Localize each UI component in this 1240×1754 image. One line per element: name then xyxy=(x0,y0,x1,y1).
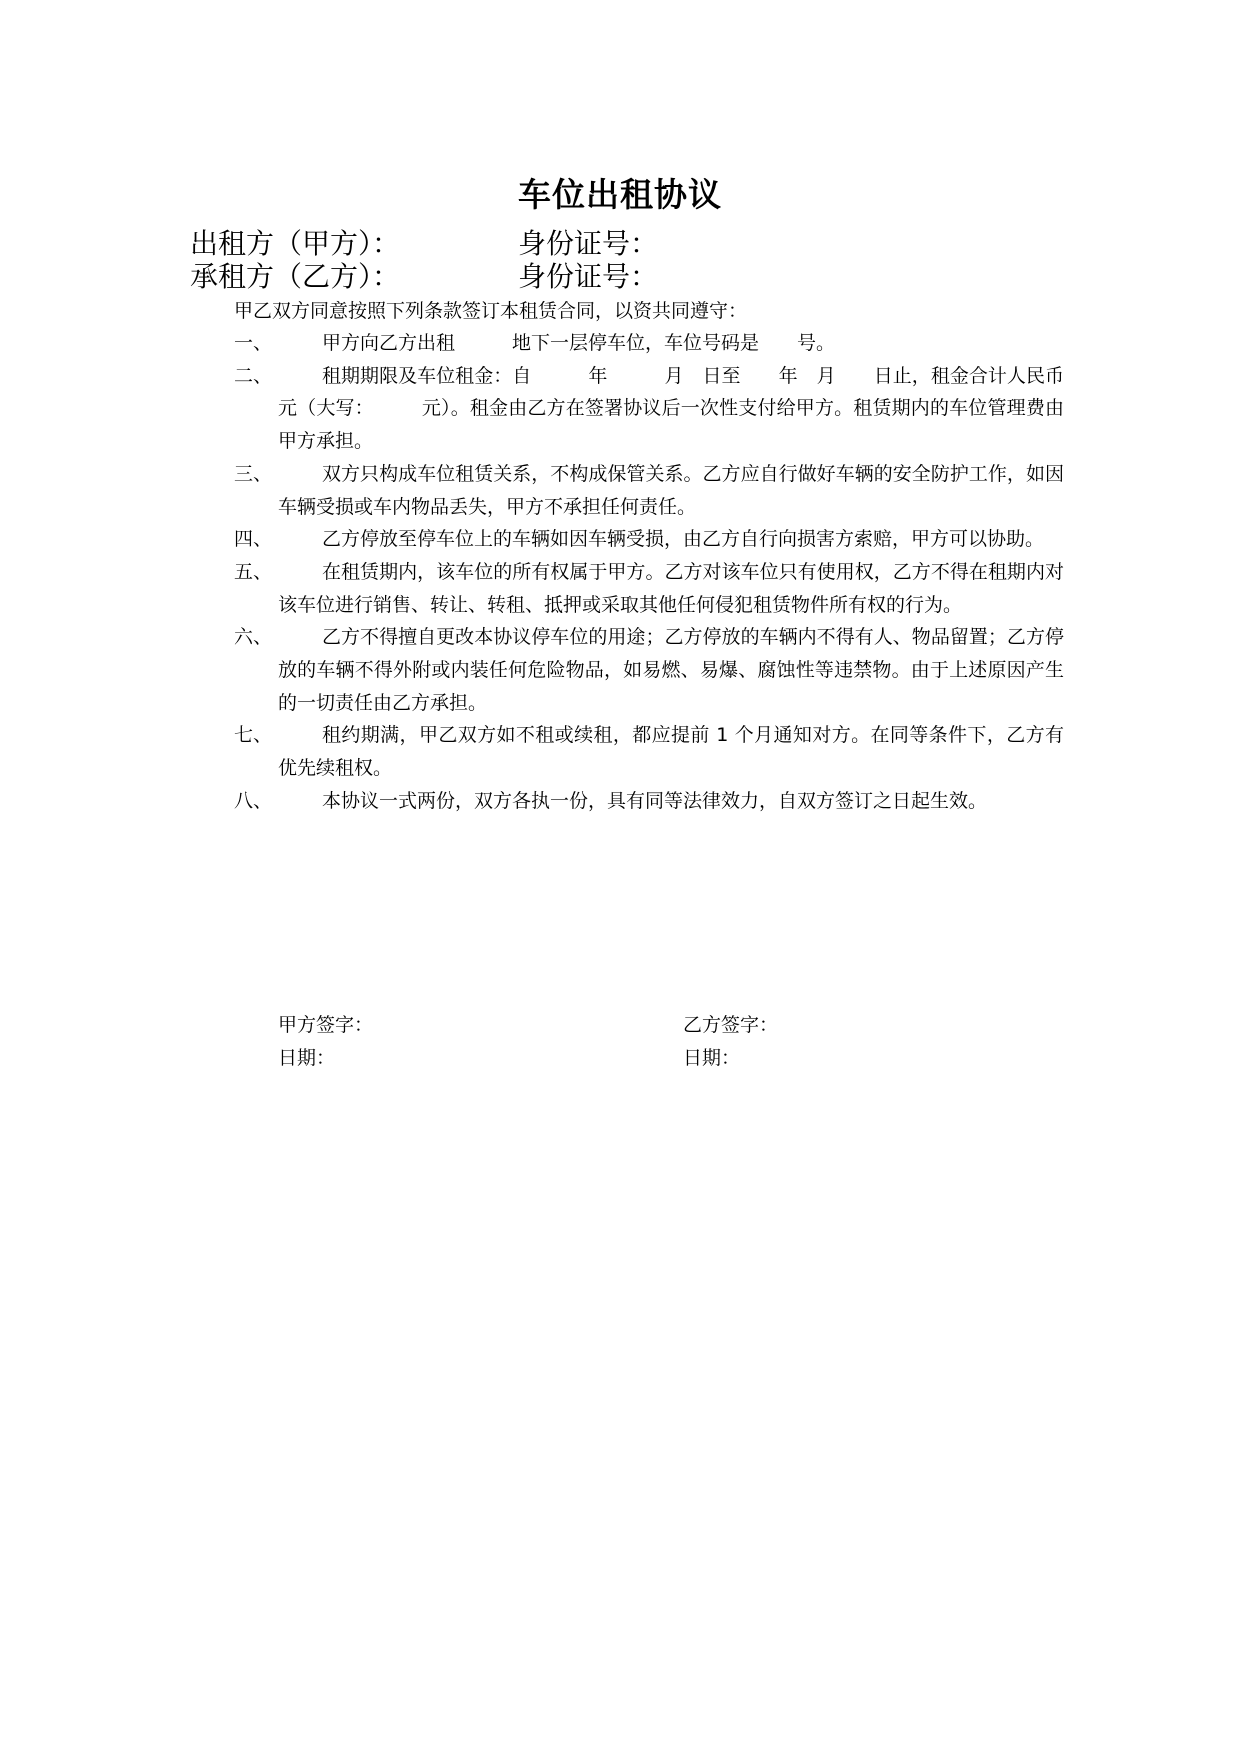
clause-number: 五、 xyxy=(234,560,273,583)
clause-text: 乙方停放至停车位上的车辆如因车辆受损，由乙方自行向损害方索赔，甲方可以协助。 xyxy=(322,528,1045,551)
clause-2 xyxy=(234,360,1122,458)
clause-number: 三、 xyxy=(234,462,273,485)
intro-paragraph: 甲乙双方同意按照下列条款签订本租赁合同，以资共同遵守： xyxy=(234,300,748,322)
lessor-id-label: 身份证号： xyxy=(518,227,659,260)
lessee-label: 承租方（乙方）： xyxy=(190,260,401,293)
clause-number: 七、 xyxy=(234,724,273,747)
clause-8 xyxy=(234,785,1064,818)
clause-text: 双方只构成车位租赁关系，不构成保管关系。乙方应自行做好车辆的安全防护工作，如因车辆受损或车内物品丢失，甲方不承担任何责任。 xyxy=(278,462,1064,518)
clause-number: 四、 xyxy=(234,528,273,551)
clause-text: 乙方不得擅自更改本协议停车位的用途；乙方停放的车辆内不得有人、物品留置；乙方停放的车辆不得外附或内装任何危险物品，如易燃、易爆、腐蚀性等违禁物。由于上述原因产生的一切责任由乙方承担。 xyxy=(278,626,1064,714)
clause-text: 租约期满，甲乙双方如不租或续租，都应提前 1 个月通知对方。在同等条件下，乙方有优先续租权。 xyxy=(278,724,1064,780)
lessor-row xyxy=(190,227,659,261)
clause-5 xyxy=(234,556,1064,621)
party-a-signature-label: 甲方签字： xyxy=(278,1014,374,1036)
party-b-date-label: 日期： xyxy=(683,1047,741,1069)
party-a-date-label: 日期： xyxy=(278,1047,336,1069)
clause-7 xyxy=(234,719,1064,784)
clause-number: 八、 xyxy=(234,789,273,812)
clause-list xyxy=(234,327,1122,818)
clause-number: 一、 xyxy=(234,332,273,354)
page-title: 车位出租协议 xyxy=(518,175,722,214)
clause-text: 甲方向乙方出租 地下一层停车位，车位号码是 号。 xyxy=(322,332,836,354)
clause-number: 二、 xyxy=(234,364,273,387)
clause-3 xyxy=(234,458,1064,523)
clause-text: 在租赁期内，该车位的所有权属于甲方。乙方对该车位只有使用权，乙方不得在租期内对该车位进行销售、转让、转租、抵押或采取其他任何侵犯租赁物件所有权的行为。 xyxy=(278,560,1064,616)
clause-1 xyxy=(234,327,1064,360)
lessee-row xyxy=(190,260,659,294)
clause-text: 本协议一式两份，双方各执一份，具有同等法律效力，自双方签订之日起生效。 xyxy=(322,789,988,812)
clause-4 xyxy=(234,523,1064,556)
party-b-signature-label: 乙方签字： xyxy=(683,1014,779,1036)
lessor-label: 出租方（甲方）： xyxy=(190,227,401,260)
clause-number: 六、 xyxy=(234,626,273,649)
lessee-id-label: 身份证号： xyxy=(518,260,659,293)
clause-6 xyxy=(234,621,1064,719)
clause-text: 租期期限及车位租金：自 年 月 日至 年 月 日止，租金合计人民币 元（大写： 元）。租金由乙方在签署协议后一次性支付给甲方。租赁期内的车位管理费由甲方承担。 xyxy=(278,364,1122,453)
